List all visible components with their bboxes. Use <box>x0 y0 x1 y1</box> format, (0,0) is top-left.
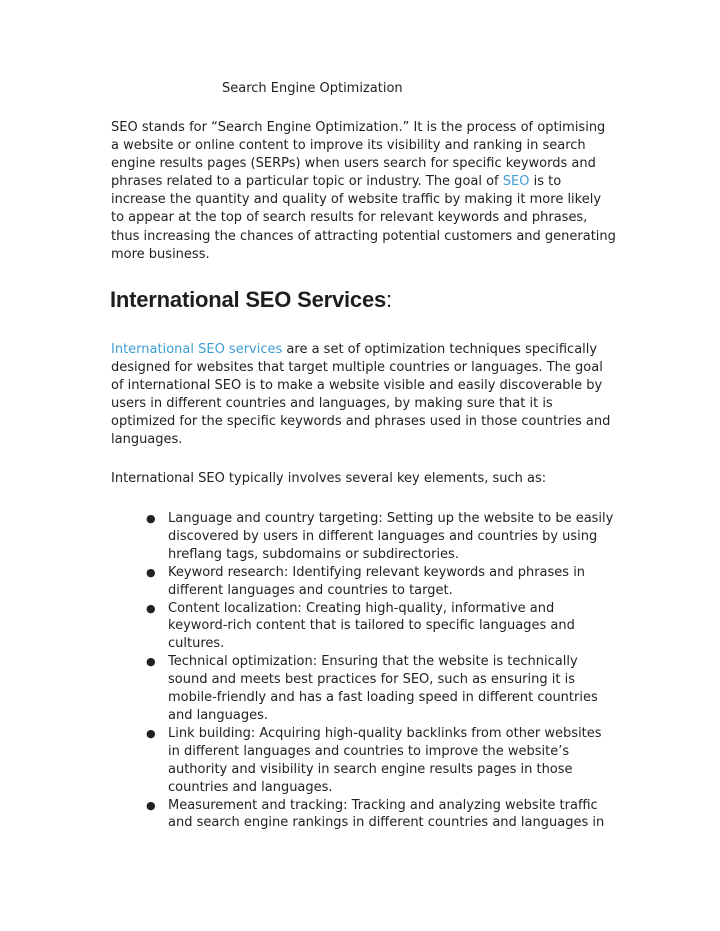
section-heading-colon: : <box>386 287 392 312</box>
list-item-text: Content localization: Creating high-quality, informative and keyword-rich content that is tailored to specific languages and cultures. <box>168 600 575 652</box>
list-intro: International SEO typically involves several key elements, such as: <box>111 471 547 486</box>
list-item <box>146 725 616 797</box>
list-item <box>146 564 616 600</box>
section-text: are a set of optimization techniques specifically designed for websites that target multiple countries or languages. The goal of international SEO is to make a website visible and easily discoverable by users in different countries and languages, by making sure that it is optimized for the specific keywords and phrases used in those countries and languages. <box>111 342 611 448</box>
list-item <box>146 797 616 833</box>
list-item-text: Technical optimization: Ensuring that the website is technically sound and meets best practices for SEO, such as ensuring it is mobile-friendly and has a fast loading speed in different countries and languages. <box>168 654 598 723</box>
list-item-text: Measurement and tracking: Tracking and analyzing website traffic and search engine rankings in different countries and languages in <box>168 797 605 831</box>
list-item <box>146 510 616 564</box>
list-item-text: Link building: Acquiring high-quality backlinks from other websites in different languages and countries to improve the website’s authority and visibility in search engine results pages in those countries and languages. <box>168 725 602 795</box>
bullet-icon: ● <box>146 655 156 669</box>
intro-text-start: SEO stands for “Search Engine Optimization.” It is the process of optimising a website or online content to improve its visibility and ranking in search engine results pages (SERPs) when users search for specific keywords and phrases related to a particular topic or industry. The goal of <box>111 120 606 190</box>
list-item-text: Language and country targeting: Setting up the website to be easily discovered by users in different languages and countries by using hreflang tags, subdomains or subdirectories. <box>168 511 614 562</box>
list-item <box>146 600 616 654</box>
intro-paragraph <box>111 119 616 264</box>
document-title: Search Engine Optimization <box>222 81 403 96</box>
section-heading <box>110 285 392 315</box>
bullet-icon: ● <box>146 565 156 579</box>
bullet-icon: ● <box>146 512 156 525</box>
intro-text-end: is to increase the quantity and quality of website traffic by making it more likely to appear at the top of search results for relevant keywords and phrases, thus increasing the chances of attracting potential customers and generating more business. <box>111 174 616 262</box>
section-paragraph <box>111 341 616 450</box>
international-seo-services-link[interactable]: International SEO services <box>111 342 283 357</box>
section-heading-text: International SEO Services <box>110 287 387 312</box>
bullet-icon: ● <box>146 798 156 812</box>
list-item <box>146 653 616 725</box>
bullet-icon: ● <box>146 726 156 740</box>
list-item-text: Keyword research: Identifying relevant keywords and phrases in different languages and countries to target. <box>168 564 586 598</box>
key-elements-list <box>146 510 616 832</box>
bullet-icon: ● <box>146 601 156 615</box>
seo-link[interactable]: SEO <box>502 174 530 190</box>
